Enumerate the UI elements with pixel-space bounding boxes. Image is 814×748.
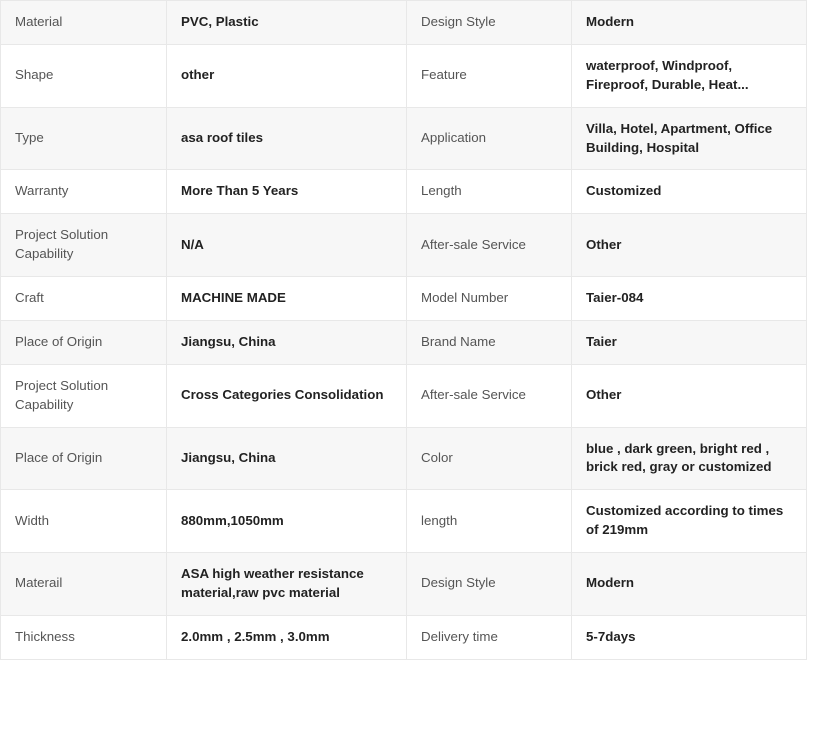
spec-label: Type [1,107,167,170]
table-row [1,277,807,321]
spec-label: Color [407,427,572,490]
spec-value: 2.0mm , 2.5mm , 3.0mm [167,615,407,659]
spec-label: After-sale Service [407,364,572,427]
table-row [1,490,807,553]
spec-value: N/A [167,214,407,277]
table-row [1,364,807,427]
spec-value: waterproof, Windproof, Fireproof, Durable, Heat... [572,44,807,107]
spec-label: Materail [1,553,167,616]
spec-table-body [1,1,807,660]
spec-value: Jiangsu, China [167,427,407,490]
spec-value: Villa, Hotel, Apartment, Office Building, Hospital [572,107,807,170]
spec-value: 880mm,1050mm [167,490,407,553]
spec-label: Design Style [407,1,572,45]
spec-value: Other [572,214,807,277]
spec-value: blue , dark green, bright red , brick red, gray or customized [572,427,807,490]
table-row [1,44,807,107]
spec-label: Model Number [407,277,572,321]
spec-value: Modern [572,1,807,45]
spec-label: Design Style [407,553,572,616]
spec-value: Other [572,364,807,427]
spec-value: Taier-084 [572,277,807,321]
table-row [1,170,807,214]
spec-label: Project Solution Capability [1,214,167,277]
spec-value: PVC, Plastic [167,1,407,45]
spec-label: Thickness [1,615,167,659]
spec-value: ASA high weather resistance material,raw pvc material [167,553,407,616]
spec-value: asa roof tiles [167,107,407,170]
spec-label: Place of Origin [1,427,167,490]
table-row [1,553,807,616]
table-row [1,214,807,277]
spec-label: Craft [1,277,167,321]
spec-label: After-sale Service [407,214,572,277]
table-row [1,427,807,490]
spec-value: Customized [572,170,807,214]
spec-value: Customized according to times of 219mm [572,490,807,553]
spec-value: More Than 5 Years [167,170,407,214]
spec-label: length [407,490,572,553]
spec-label: Material [1,1,167,45]
spec-label: Warranty [1,170,167,214]
spec-value: Taier [572,320,807,364]
table-row [1,107,807,170]
spec-value: other [167,44,407,107]
spec-label: Place of Origin [1,320,167,364]
spec-label: Brand Name [407,320,572,364]
spec-label: Length [407,170,572,214]
spec-label: Shape [1,44,167,107]
spec-value: Jiangsu, China [167,320,407,364]
spec-value: Cross Categories Consolidation [167,364,407,427]
spec-label: Delivery time [407,615,572,659]
spec-label: Width [1,490,167,553]
table-row [1,615,807,659]
table-row [1,320,807,364]
spec-label: Application [407,107,572,170]
spec-label: Project Solution Capability [1,364,167,427]
spec-label: Feature [407,44,572,107]
spec-value: MACHINE MADE [167,277,407,321]
spec-value: 5-7days [572,615,807,659]
spec-value: Modern [572,553,807,616]
table-row [1,1,807,45]
